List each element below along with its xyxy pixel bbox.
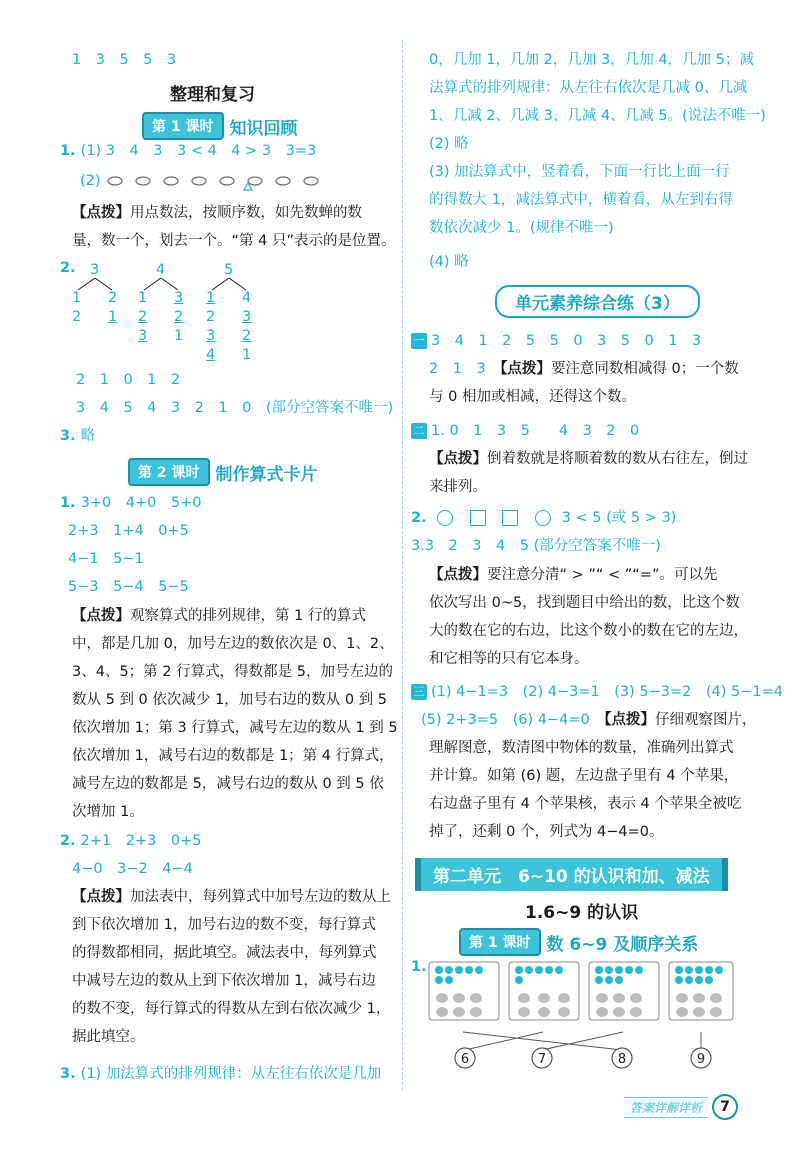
page-footer (624, 1094, 738, 1120)
unit-2-lesson-1-header (459, 928, 698, 956)
unit-review-title: 单元素养综合练（3） (495, 285, 700, 318)
tree-cell: 1 (206, 290, 216, 306)
section-2-tip2: 来排列。 (429, 479, 487, 495)
l2-q1-tip: 【点拨】观察算式的排列规律，第 1 行的算式 (72, 608, 366, 624)
square-shape-icon (502, 510, 518, 526)
q1-tip-line1: 【点拨】用点数法，按顺序数，如先数蝉的数 (72, 205, 362, 221)
l2-q1-line: 5−3 5−4 5−5 (68, 579, 189, 595)
l2-q3-line: 3. (1) 加法算式的排列规律：从左往右依次是几加 (60, 1066, 382, 1082)
tree-cell: 1 (108, 309, 118, 325)
answer-line: 的得数大 1，减法算式中，横着看，从左到右得 (429, 192, 733, 208)
tree-cell: 2 (242, 328, 252, 344)
l2-q2-tip: 的数不变，每行算式的得数从左到右依次减少 1， (72, 1001, 391, 1017)
review-title: 整理和复习 (170, 85, 255, 105)
tree-cell: 2 (108, 290, 118, 306)
tree-cell: 1 (138, 290, 148, 306)
figure-question-label: 1. (411, 959, 427, 975)
l2-q1-tip: 中，都是几加 0，加号左边的数依次是 0、1、2、 (72, 636, 394, 652)
unit-2-banner: 第二单元 6~10 的认识和加、减法 (415, 858, 728, 891)
column-divider (402, 40, 403, 1090)
section-title: 1.6~9 的认识 (525, 903, 639, 923)
lesson-title: 制作算式卡片 (215, 464, 318, 485)
l2-q2-tip: 到下依次增加 1，加号右边的数不变，每行算式 (72, 917, 376, 933)
section-2-tip1: 【点拨】倒着数就是将顺着数的数从右往左，倒过 (429, 451, 748, 467)
footer-text: 答案详解详析 (624, 1097, 708, 1118)
number-label: 9 (696, 1052, 706, 1067)
lesson-tag: 第 1 课时 (142, 112, 224, 140)
section-2-q3-tip: 大的数在它的右边，比这个数小的数在它的左边， (429, 623, 748, 639)
answer-line: (3) 加法算式中，竖着看，下面一行比上面一行 (429, 164, 730, 180)
lesson-title: 知识回顾 (229, 118, 298, 139)
section-3-tip: 掉了，还剩 0 个，列式为 4−4=0。 (429, 824, 664, 840)
number-label: 8 (617, 1052, 627, 1067)
l2-q2-tip: 的得数都相同，据此填空。减法表中，每列算式 (72, 945, 377, 961)
tree-cell: 2 (138, 309, 148, 325)
section-3-line2: (5) 2+3=5 (6) 4−4=0 【点拨】仔细观察图片， (421, 712, 757, 728)
q1-tip-line2: 量，数一个，划去一个。“第 4 只”表示的是位置。 (72, 233, 396, 249)
answer-line: 法算式的排列规律：从左往右依次是几减 0、几减 (429, 80, 748, 96)
tree-3-top: 5 (224, 262, 234, 278)
section-2-q2: 2. 3 < 5 (或 5 > 3) (411, 510, 677, 526)
section-3-tip: 理解图意，数清图中物体的数量，准确列出算式 (429, 740, 734, 756)
tree-cell: 2 (72, 309, 82, 325)
section-3-line1: 三 (1) 4−1=3 (2) 4−3=1 (3) 5−3=2 (4) 5−1=4 (411, 682, 783, 702)
tree-2-top: 4 (156, 262, 166, 278)
circle-shape-icon (437, 510, 453, 526)
section-mark: 二 (411, 423, 427, 439)
q1-part2: (2) (80, 170, 335, 192)
square-shape-icon (470, 510, 486, 526)
tree-1-top: 3 (90, 262, 100, 278)
l2-q1-line: 4−1 5−1 (68, 551, 144, 567)
number-label: 6 (460, 1052, 470, 1067)
matching-figure (427, 960, 737, 1072)
section-2-q3: 3.3 2 3 4 5 (部分空答案不唯一) (411, 538, 661, 554)
l2-q2-tip: 据此填空。 (72, 1029, 145, 1045)
section-1-line1: 一 3 4 1 2 5 5 0 3 5 0 1 3 (411, 331, 701, 351)
answer-line: (4) 略 (429, 254, 469, 270)
lesson-tag: 第 2 课时 (128, 458, 210, 486)
answer-line: 数依次减少 1。(规律不唯一) (429, 220, 614, 236)
q2-row2: 3 4 5 4 3 2 1 0 (部分空答案不唯一) (76, 400, 394, 416)
section-2-q3-tip: 依次写出 0~5，找到题目中给出的数，比这个数 (429, 595, 740, 611)
l2-q1-tip: 次增加 1。 (72, 804, 144, 820)
section-2-q1: 二 1. 0 1 3 5 4 3 2 0 (411, 421, 639, 441)
tree-cell: 1 (242, 347, 252, 363)
tree-cell: 3 (206, 328, 216, 344)
l2-q1-line: 2+3 1+4 0+5 (68, 523, 189, 539)
section-1-line2: 2 1 3 【点拨】要注意同数相减得 0；一个数 (429, 361, 739, 377)
tree-cell: 4 (242, 290, 252, 306)
q1-part1: 1. (1) 3 4 3 3 < 4 4 > 3 3=3 (60, 143, 317, 159)
tree-cell: 4 (206, 347, 216, 363)
tree-cell: 3 (242, 309, 252, 325)
lesson-1-header (142, 112, 298, 140)
section-mark: 一 (411, 333, 427, 349)
l2-q2-line: 2. 2+1 2+3 0+5 (60, 833, 202, 849)
section-mark: 三 (411, 684, 427, 700)
top-answer-line: 1 3 5 5 3 (72, 52, 177, 68)
l2-q1-tip: 3、4、5；第 2 行算式，得数都是 5，加号左边的 (72, 664, 393, 680)
l2-q2-tip: 【点拨】加法表中，每列算式中加号左边的数从上 (72, 889, 391, 905)
q2-row1: 2 1 0 1 2 (76, 372, 181, 388)
l2-q1-line: 1. 3+0 4+0 5+0 (60, 495, 202, 511)
tree-cell: 2 (206, 309, 216, 325)
section-2-q3-tip: 【点拨】要注意分清“ > ”“ < ”“=”。可以先 (429, 567, 718, 583)
l2-q1-tip: 减号左边的数都是 5，减号右边的数从 0 到 5 依 (72, 776, 384, 792)
section-2-q3-tip: 和它相等的只有它本身。 (429, 651, 589, 667)
tree-cell: 1 (174, 328, 184, 344)
number-label: 7 (537, 1052, 547, 1067)
answer-line: (2) 略 (429, 136, 469, 152)
decomposition-trees (72, 262, 262, 372)
tree-cell: 3 (174, 290, 184, 306)
q3-line: 3. 略 (60, 428, 96, 444)
circle-shape-icon (535, 510, 551, 526)
tree-cell: 2 (174, 309, 184, 325)
l2-q2-tip: 中减号左边的数从上到下依次增加 1，减号右边 (72, 973, 376, 989)
section-1-line3: 与 0 相加或相减，还得这个数。 (429, 389, 636, 405)
lesson-tag: 第 1 课时 (459, 928, 541, 956)
l2-q1-tip: 依次增加 1，减号右边的数都是 1；第 4 行算式， (72, 748, 394, 764)
l2-q1-tip: 依次增加 1；第 3 行算式，减号左边的数从 1 到 5 (72, 720, 398, 736)
cicada-row-icon (105, 170, 335, 192)
answer-line: 0，几加 1，几加 2，几加 3，几加 4，几加 5；减 (429, 52, 754, 68)
tree-cell: 3 (138, 328, 148, 344)
page-number: 7 (712, 1094, 738, 1120)
q2-label: 2. (60, 260, 76, 276)
lesson-2-header (128, 458, 318, 486)
l2-q1-tip: 数从 5 到 0 依次减少 1，加号右边的数从 0 到 5 (72, 692, 387, 708)
l2-q2-line: 4−0 3−2 4−4 (72, 861, 193, 877)
tree-cell: 1 (72, 290, 82, 306)
lesson-title: 数 6~9 及顺序关系 (546, 934, 699, 955)
answer-line: 1、几减 2、几减 3、几减 4、几减 5。(说法不唯一) (429, 108, 766, 124)
section-3-tip: 并计算。如第 (6) 题，左边盘子里有 4 个苹果， (429, 768, 739, 784)
section-3-tip: 右边盘子里有 4 个苹果核，表示 4 个苹果全被吃 (429, 796, 742, 812)
